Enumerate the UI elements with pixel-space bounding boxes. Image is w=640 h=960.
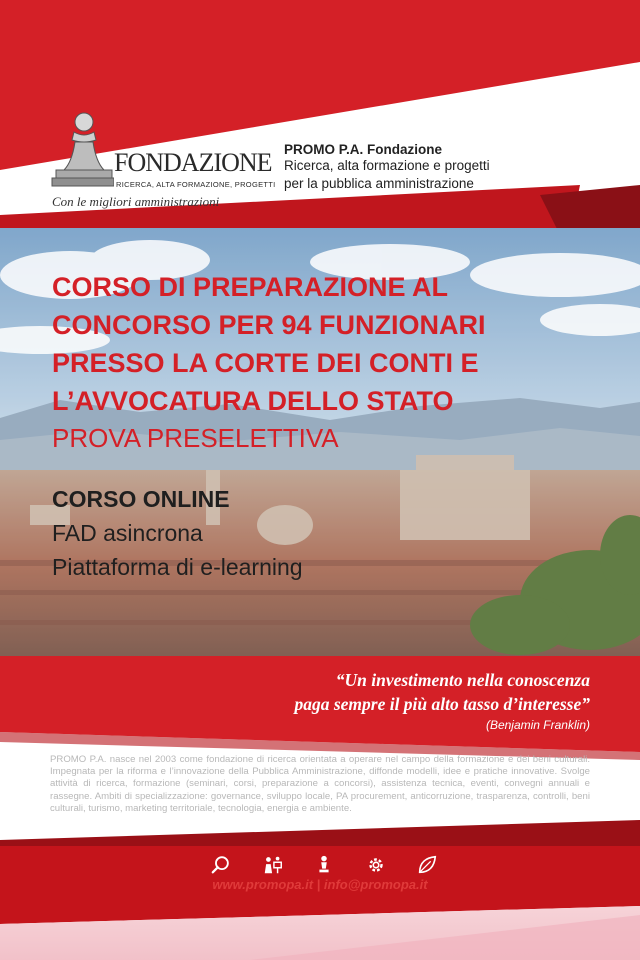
quote-line-2: paga sempre il più alto tasso d’interesse” (294, 694, 590, 714)
organization-tagline-2: per la pubblica amministrazione (284, 176, 474, 191)
course-info (52, 482, 472, 584)
course-type: FAD asincrona (52, 520, 203, 546)
organization-info (284, 142, 584, 193)
quote-line-1: “Un investimento nella conoscenza (335, 670, 590, 690)
chess-pawn-icon (311, 852, 337, 878)
logo-motto: Con le migliori amministrazioni (52, 194, 220, 209)
gear-icon (363, 852, 389, 878)
course-title (52, 268, 612, 456)
title-line-2: CONCORSO PER 94 FUNZIONARI (52, 310, 486, 340)
people-icon (260, 852, 286, 878)
logo-wordmark: FONDAZIONE (114, 148, 272, 177)
chess-pawn-logo-icon (50, 110, 114, 190)
fondazione-logo (50, 110, 276, 210)
contact-links[interactable]: www.promopa.it | info@promopa.it (212, 877, 428, 892)
quote-block (180, 668, 590, 732)
organization-name: PROMO P.A. Fondazione (284, 142, 443, 157)
leaf-icon (414, 852, 440, 878)
course-mode: CORSO ONLINE (52, 486, 230, 512)
title-line-3: PRESSO LA CORTE DEI CONTI E (52, 348, 479, 378)
footer-icons (208, 852, 440, 878)
course-platform: Piattaforma di e-learning (52, 554, 303, 580)
quote-author: (Benjamin Franklin) (485, 718, 590, 732)
title-line-1: CORSO DI PREPARAZIONE AL (52, 272, 449, 302)
title-line-4: L’AVVOCATURA DELLO STATO (52, 386, 454, 416)
logo-subtitle: RICERCA, ALTA FORMAZIONE, PROGETTI (116, 180, 276, 189)
organization-tagline-1: Ricerca, alta formazione e progetti (284, 158, 490, 173)
organization-description: PROMO P.A. nasce nel 2003 come fondazione di ricerca orientata a operare nel campo della formazione e dei beni culturali. Impegnata per la riforma e l’innovazione della Pubblica Amministrazione, diffonde modelli, idee e pratiche innovative. Svolge attività di ricerca, formazione (seminari, corsi, preparazione a concorsi), assistenza tecnica, eventi, convegni annuali e rassegne. Ambiti di specializzazione: governance, sviluppo locale, PA procurement, anticorruzione, trasparenza, controlli, beni culturali, turismo, marketing territoriale, tecnologia, energia e ambiente. (50, 754, 590, 814)
search-icon (208, 852, 234, 878)
title-subtitle: PROVA PRESELETTIVA (52, 423, 339, 453)
